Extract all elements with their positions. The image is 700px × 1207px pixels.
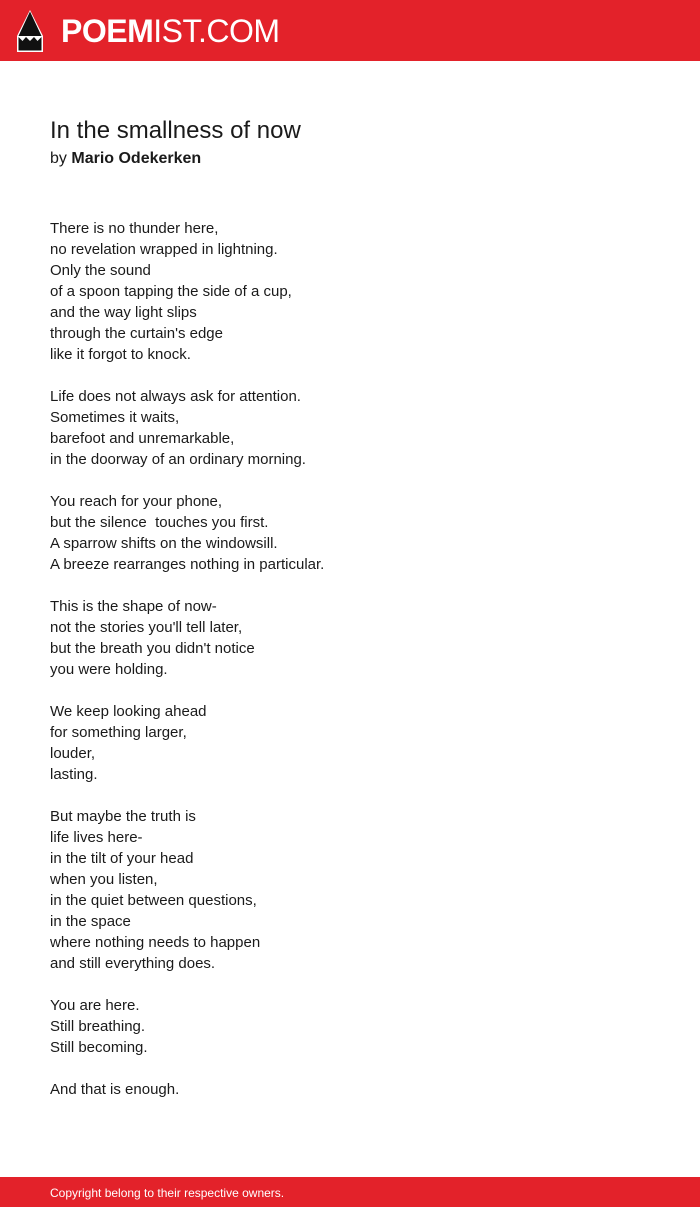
poem-line: but the breath you didn't notice bbox=[50, 640, 255, 657]
poem-line: through the curtain's edge bbox=[50, 325, 223, 342]
poem-line: in the quiet between questions, bbox=[50, 892, 257, 909]
poem-line: You are here. bbox=[50, 997, 140, 1014]
poem-line: Only the sound bbox=[50, 262, 151, 279]
poem-stanza bbox=[50, 701, 650, 785]
poem-stanza bbox=[50, 218, 650, 365]
poem-line: like it forgot to knock. bbox=[50, 346, 191, 363]
poem-line: no revelation wrapped in lightning. bbox=[50, 241, 278, 258]
poem-line: Still becoming. bbox=[50, 1039, 148, 1056]
poem-line: in the space bbox=[50, 913, 131, 930]
poem-stanza bbox=[50, 1079, 650, 1100]
poem-line: barefoot and unremarkable, bbox=[50, 430, 235, 447]
logo-text-bold: POEM bbox=[61, 13, 154, 49]
byline bbox=[50, 148, 201, 170]
poem-line: in the tilt of your head bbox=[50, 850, 194, 867]
site-footer bbox=[0, 1177, 700, 1207]
poem-stanza bbox=[50, 491, 650, 575]
poem-line: but the silence touches you first. bbox=[50, 514, 269, 531]
poem-line: Still breathing. bbox=[50, 1018, 146, 1035]
poem-line: Sometimes it waits, bbox=[50, 409, 180, 426]
poem-line: A breeze rearranges nothing in particular. bbox=[50, 556, 325, 573]
poem-line: lasting. bbox=[50, 766, 98, 783]
poem-line: where nothing needs to happen bbox=[50, 934, 261, 951]
poem-line: Life does not always ask for attention. bbox=[50, 388, 301, 405]
poem-line: when you listen, bbox=[50, 871, 158, 888]
logo-text-light: IST.COM bbox=[153, 13, 280, 49]
poem-stanza bbox=[50, 995, 650, 1058]
poem-line: louder, bbox=[50, 745, 96, 762]
poem-title: In the smallness of now bbox=[50, 117, 301, 144]
author-name: Mario Odekerken bbox=[71, 150, 202, 167]
poem-body bbox=[50, 218, 650, 1121]
pencil-icon[interactable] bbox=[17, 10, 43, 52]
poem-stanza bbox=[50, 386, 650, 470]
poem-stanza bbox=[50, 806, 650, 974]
poem-line: not the stories you'll tell later, bbox=[50, 619, 243, 636]
poem-line: And that is enough. bbox=[50, 1081, 180, 1098]
poem-line: There is no thunder here, bbox=[50, 220, 219, 237]
poem-line: We keep looking ahead bbox=[50, 703, 207, 720]
poem-line: life lives here- bbox=[50, 829, 143, 846]
poem-line: But maybe the truth is bbox=[50, 808, 196, 825]
poem-line: of a spoon tapping the side of a cup, bbox=[50, 283, 292, 300]
poem-line: you were holding. bbox=[50, 661, 168, 678]
poem-line: in the doorway of an ordinary morning. bbox=[50, 451, 306, 468]
poem-line: You reach for your phone, bbox=[50, 493, 223, 510]
poem-line: for something larger, bbox=[50, 724, 187, 741]
poem-line: and still everything does. bbox=[50, 955, 216, 972]
site-logo[interactable] bbox=[61, 12, 280, 50]
poem-line: and the way light slips bbox=[50, 304, 197, 321]
copyright-notice: Copyright belong to their respective owners. bbox=[50, 1186, 285, 1200]
poem-line: A sparrow shifts on the windowsill. bbox=[50, 535, 278, 552]
by-label: by bbox=[50, 150, 67, 167]
poem-line: This is the shape of now- bbox=[50, 598, 217, 615]
poem-stanza bbox=[50, 596, 650, 680]
site-header bbox=[0, 0, 700, 61]
